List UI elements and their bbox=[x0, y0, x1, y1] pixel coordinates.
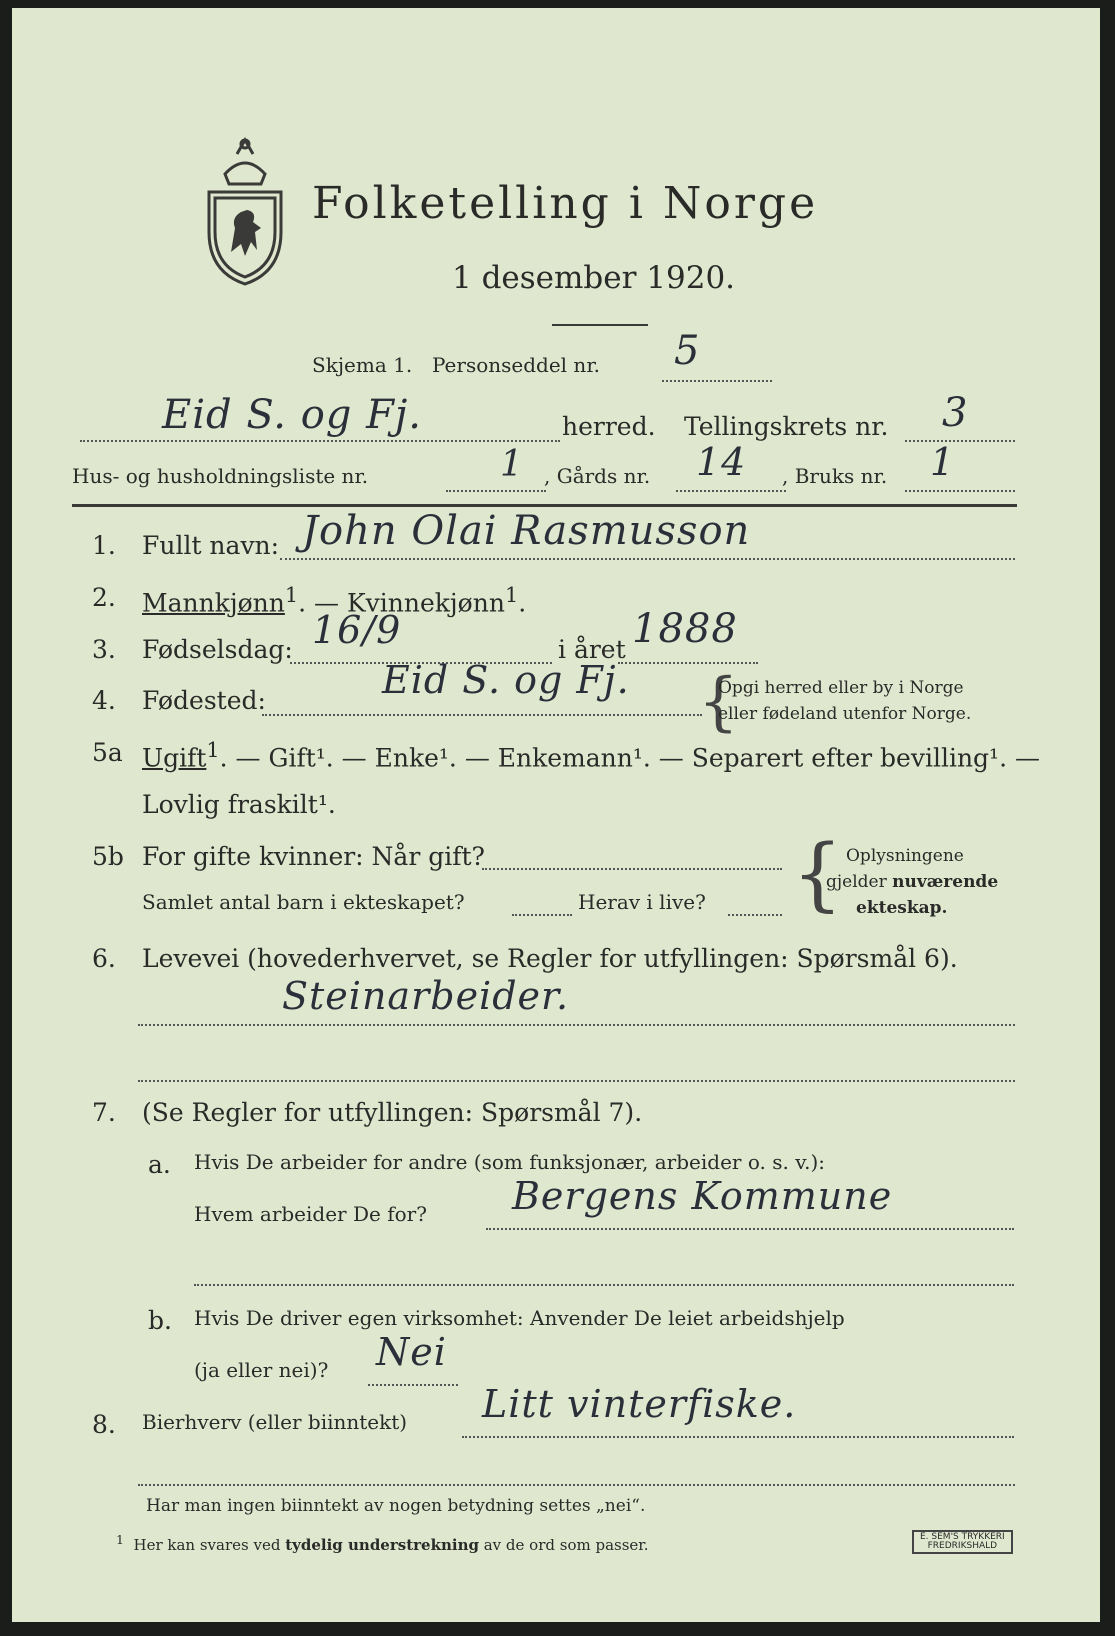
gards-value: 14 bbox=[696, 440, 747, 484]
employer-value: Bergens Kommune bbox=[512, 1174, 893, 1218]
q3-year-label: i året bbox=[558, 635, 626, 664]
gender-female-option: Kvinnekjønn bbox=[346, 588, 505, 618]
personseddel-label: Personseddel nr. bbox=[432, 353, 601, 377]
q3-label: Fødselsdag: bbox=[142, 635, 293, 664]
q5b-label2: Samlet antal barn i ekteskapet? bbox=[142, 890, 465, 914]
occupation-value: Steinarbeider. bbox=[282, 974, 570, 1018]
footer-note: Har man ingen biinntekt av nogen betydning settes „nei“. bbox=[146, 1496, 646, 1516]
q2-number: 2. bbox=[92, 583, 116, 612]
bruks-value: 1 bbox=[930, 440, 956, 484]
census-form-page bbox=[12, 8, 1100, 1622]
q1-label: Fullt navn: bbox=[142, 531, 280, 560]
tellingskrets-line bbox=[905, 440, 1015, 442]
bruks-line bbox=[905, 490, 1015, 492]
q6-number: 6. bbox=[92, 944, 116, 973]
q8-label: Bierhverv (eller biinntekt) bbox=[142, 1410, 408, 1434]
husliste-label: Hus- og husholdningsliste nr. bbox=[72, 464, 369, 488]
gards-line bbox=[676, 490, 786, 492]
q6-label: Levevei (hovederhvervet, se Regler for utfyllingen: Spørsmål 6). bbox=[142, 944, 958, 973]
q6-line1 bbox=[138, 1024, 1015, 1026]
q4-number: 4. bbox=[92, 686, 116, 715]
q4-note-brace: { bbox=[698, 665, 739, 739]
q5b-note-line3: ekteskap. bbox=[856, 898, 948, 918]
q1-line bbox=[280, 558, 1015, 560]
q8-line1 bbox=[462, 1436, 1014, 1438]
full-name-value: John Olai Rasmusson bbox=[302, 508, 751, 554]
skjema-label: Skjema 1. bbox=[312, 353, 413, 377]
q5b-note-line2: gjelder nuværende bbox=[826, 872, 999, 892]
q7b-answer-line bbox=[368, 1384, 458, 1386]
printer-stamp: E. SEM'S TRYKKERI FREDRIKSHALD bbox=[912, 1530, 1013, 1554]
q4-label: Fødested: bbox=[142, 686, 266, 715]
husliste-line bbox=[446, 490, 546, 492]
q8-line2 bbox=[138, 1484, 1015, 1486]
q5b-line2 bbox=[512, 914, 572, 916]
q5b-line1 bbox=[482, 868, 782, 870]
q1-number: 1. bbox=[92, 531, 116, 560]
page-title: Folketelling i Norge bbox=[312, 178, 819, 229]
herred-label: herred. bbox=[562, 412, 656, 441]
birthplace-value: Eid S. og Fj. bbox=[382, 658, 630, 702]
q7a-line1: Hvis De arbeider for andre (som funksjonær, arbeider o. s. v.): bbox=[194, 1150, 826, 1174]
q4-note-line1: Opgi herred eller by i Norge bbox=[718, 678, 964, 698]
footnote: $^1$ Her kan svares ved tydelig understrekning av de ord som passer. bbox=[116, 1532, 649, 1554]
q7b-letter: b. bbox=[148, 1306, 172, 1335]
personseddel-line bbox=[662, 380, 772, 382]
norway-coat-of-arms-icon bbox=[195, 132, 295, 292]
q7a-line-extra bbox=[194, 1284, 1014, 1286]
gender-male-option: Mannkjønn bbox=[142, 588, 285, 618]
birthyear-value: 1888 bbox=[632, 606, 738, 652]
q5b-note-line1: Oplysningene bbox=[846, 846, 964, 866]
q5b-line3 bbox=[728, 914, 782, 916]
census-date: 1 desember 1920. bbox=[452, 260, 736, 296]
q2-options: Mannkjønn$^1$. — Kvinnekjønn$^1$. bbox=[142, 583, 527, 618]
q7a-answer-line bbox=[486, 1228, 1014, 1230]
q4-note-line2: eller fødeland utenfor Norge. bbox=[718, 704, 972, 724]
gards-label: , Gårds nr. bbox=[544, 464, 651, 488]
q4-line bbox=[262, 714, 702, 716]
title-divider bbox=[552, 324, 648, 326]
q5b-note-brace: { bbox=[792, 827, 843, 920]
q7b-line1: Hvis De driver egen virksomhet: Anvender De leiet arbeidshjelp bbox=[194, 1306, 845, 1330]
q7a-line2: Hvem arbeider De for? bbox=[194, 1202, 427, 1226]
q5b-label1: For gifte kvinner: Når gift? bbox=[142, 842, 485, 871]
q3-year-line bbox=[618, 662, 758, 664]
husliste-value: 1 bbox=[500, 444, 524, 485]
tellingskrets-label: Tellingskrets nr. bbox=[684, 412, 889, 441]
bruks-label: , Bruks nr. bbox=[782, 464, 888, 488]
q7-label: (Se Regler for utfyllingen: Spørsmål 7). bbox=[142, 1098, 643, 1127]
personseddel-value: 5 bbox=[674, 328, 701, 374]
q3-number: 3. bbox=[92, 635, 116, 664]
q7b-line2: (ja eller nei)? bbox=[194, 1358, 329, 1382]
tellingskrets-value: 3 bbox=[942, 390, 969, 436]
hired-help-value: Nei bbox=[376, 1330, 447, 1374]
herred-value: Eid S. og Fj. bbox=[162, 392, 422, 438]
q8-number: 8. bbox=[92, 1410, 116, 1439]
herred-line bbox=[80, 440, 560, 442]
q5a-options: Ugift$^1$. — Gift¹. — Enke¹. — Enkemann¹. — Separert efter bevilling¹. — bbox=[142, 738, 1040, 773]
q5b-label3: Herav i live? bbox=[578, 890, 706, 914]
header-divider bbox=[72, 504, 1017, 507]
q6-line2 bbox=[138, 1080, 1015, 1082]
q5a-number: 5a bbox=[92, 738, 123, 767]
marital-ugift-option: Ugift bbox=[142, 743, 207, 773]
q5b-number: 5b bbox=[92, 842, 124, 871]
q7-number: 7. bbox=[92, 1098, 116, 1127]
side-income-value: Litt vinterfiske. bbox=[482, 1382, 797, 1426]
q7a-letter: a. bbox=[148, 1150, 171, 1179]
q5a-line2: Lovlig fraskilt¹. bbox=[142, 790, 336, 819]
birthdate-value: 16/9 bbox=[312, 608, 402, 652]
